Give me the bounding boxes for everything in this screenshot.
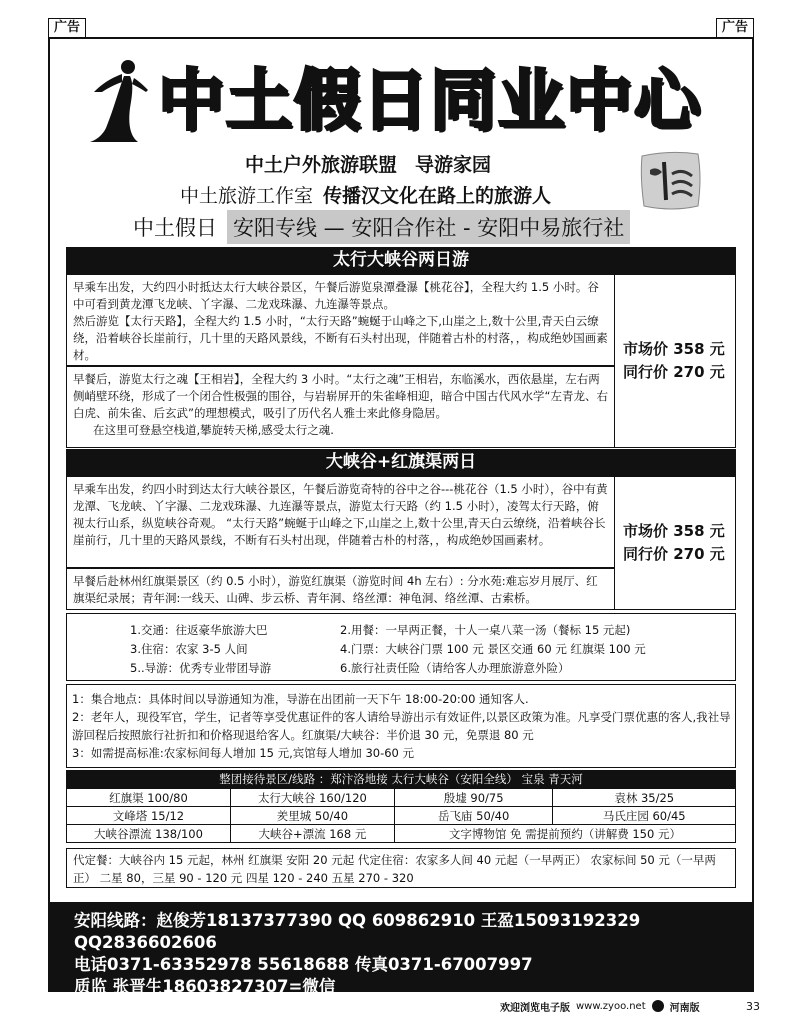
fee-table (66, 788, 736, 843)
fee-cell: 太行大峡谷 160/120 (230, 789, 394, 807)
subtitle-3a: 中土假日 (133, 216, 217, 240)
dancer-logo-icon (88, 58, 150, 144)
contact-line-1: 安阳线路：赵俊芳18137377390 QQ 609862910 王盈15093192329 QQ2836602606 (74, 911, 641, 952)
subtitle-line-1 (245, 150, 491, 177)
fee-cell: 红旗渠 100/80 (67, 789, 231, 807)
page-number: 33 (746, 999, 760, 1013)
tour1-day2b-text: 在这里可登悬空栈道,攀旋转天梯,感受太行之魂. (93, 423, 334, 437)
subtitle-2a: 中土旅游工作室 (180, 185, 314, 207)
footer-left: 欢迎浏览电子版 (500, 1002, 570, 1014)
tour1-day1 (66, 274, 615, 366)
contact-line-3: 质监 张晋生18603827307=微信 (74, 977, 336, 996)
tour1-day1b-text: 然后游览【太行天路】，全程大约 1.5 小时，“太行天路”蜿蜒于山峰之下,山崖之上,数十公里,青天白云缭绕，沿着峡谷长崖前行，几十里的天路风景线，不断有石头村出现，伴随着古朴的村落，，构成绝妙国画素材。 (73, 314, 608, 362)
subtitle-1b: 导游家园 (415, 154, 492, 176)
tour2-day1: 早乘车出发，约四小时到达太行大峡谷景区，午餐后游览奇特的谷中之谷---桃花谷（1.5 小时），谷中有黄龙潭、飞龙峡、丫字瀑、二龙戏珠瀑、九连瀑等景点，游览太行天路（约 1.5 小时），凌驾太行天路，俯视太行山系，纵览峡谷奇观。 “太行天路”蜿蜒于山峰之下,山崖之上,数十公里,青天白云缭绕，沿着峡谷长崖前行，几十里的天路风景线，不断有石头村出现，伴随着古朴的村落，，构成绝妙国画素材。 (66, 476, 615, 568)
fee-cell: 马氏庄园 60/45 (553, 807, 736, 825)
tour1-peer-price: 同行价 270 元 (623, 363, 725, 381)
fee-cell: 袁林 35/25 (553, 789, 736, 807)
notes-list (72, 690, 732, 762)
tour1-day2 (66, 366, 615, 448)
contact-block (50, 902, 752, 996)
fee-cell: 大峡谷+漂流 168 元 (230, 825, 394, 843)
tour1-title-bar: 太行大峡谷两日游 (66, 247, 736, 274)
contact-line-2: 电话0371-63352978 55618688 传真0371-67007997 (74, 955, 533, 974)
footer-site: www.zyoo.net (576, 1000, 646, 1012)
services-list (130, 621, 670, 677)
service-item: 5..导游：优秀专业带团导游 (130, 661, 272, 675)
subtitle-1a: 中土户外旅游联盟 (245, 154, 398, 176)
tour2-market-price: 市场价 358 元 (623, 522, 725, 540)
tour2-peer-price: 同行价 270 元 (623, 545, 725, 563)
tour1-price-box (614, 274, 736, 448)
subtitle-line-2 (180, 181, 551, 208)
meal-lodging-note: 代定餐：大峡谷内 15 元起，林州 红旗渠 安阳 20 元起 代定住宿：农家多人间 40 元起（一早两正） 农家标间 50 元（一早两正） 二星 80，三星 90 - 120 元 四星 120 - 240 五星 270 - 320 (66, 848, 736, 888)
fee-cell: 岳飞庙 50/40 (394, 807, 553, 825)
ad-label-left: 广告 (48, 18, 86, 38)
note-item: 2：老年人，现役军官，学生，记者等享受优惠证件的客人请给导游出示有效证件,以景区政策为准。凡享受门票优惠的客人,我社导游回程后按照旅行社折扣和价格现退给客人。红旗渠/大峡谷：半价退 30 元，免票退 80 元 (72, 710, 731, 742)
table-row (67, 825, 736, 843)
service-item: 4.门票：大峡谷门票 100 元 景区交通 60 元 红旗渠 100 元 (340, 642, 646, 656)
fee-cell: 羑里城 50/40 (230, 807, 394, 825)
tour1-market-price: 市场价 358 元 (623, 340, 725, 358)
table-row (67, 789, 736, 807)
service-item: 6.旅行社责任险（请给客人办理旅游意外险） (340, 661, 570, 675)
tour2-price-box (614, 476, 736, 610)
route-bar: 整团接待景区/线路 ：郑汴洛地接 太行大峡谷（安阳全线） 宝泉 青天河 (66, 770, 736, 788)
edition-logo-icon (652, 1000, 664, 1012)
service-item: 2.用餐：一早两正餐，十人一桌八菜一汤（餐标 15 元起) (340, 623, 631, 637)
page-footer (500, 998, 760, 1014)
service-item: 1.交通：往返豪华旅游大巴 (130, 623, 268, 637)
subtitle-line-3 (133, 210, 630, 244)
seal-stamp-icon (636, 148, 706, 214)
subtitle-3b-highlight: 安阳专线 — 安阳合作社 - 安阳中易旅行社 (227, 210, 630, 244)
footer-edition: 河南版 (669, 1002, 700, 1014)
tour2-title-bar: 大峡谷+红旗渠两日 (66, 449, 736, 476)
tour2-day2: 早餐后赴林州红旗渠景区（约 0.5 小时），游览红旗渠（游览时间 4h 左右）: 分水苑:难忘岁月展厅、红旗渠纪录展；青年洞:一线天、山碑、步云桥、青年洞、络丝潭：神龟洞、络丝潭、古索桥。 (66, 568, 615, 610)
fee-cell: 大峡谷漂流 138/100 (67, 825, 231, 843)
tour1-day2-text: 早餐后，游览太行之魂【王相岩】，全程大约 3 小时。“太行之魂”王相岩，东临溪水，西依悬崖，左右两侧峭壁环绕，形成了一个闭合性极强的围谷，与岩崭屏开的朱雀峰相迎，暗合中国古代风水学“左青龙、右白虎、前朱雀、后玄武”的理想模式，吸引了历代名人雅士来此修身隐居。 (73, 372, 608, 420)
service-item: 3.住宿：农家 3-5 人间 (130, 642, 248, 656)
note-item: 3：如需提高标准:农家标间每人增加 15 元,宾馆每人增加 30-60 元 (72, 746, 415, 760)
table-row (67, 807, 736, 825)
subtitle-2b: 传播汉文化在路上的旅游人 (323, 185, 552, 207)
fee-cell: 殷墟 90/75 (394, 789, 553, 807)
ad-label-right: 广告 (716, 18, 754, 38)
tour1-day1-text: 早乘车出发，大约四小时抵达太行大峡谷景区，午餐后游览泉潭叠瀑【桃花谷】，全程大约 1.5 小时。谷中可看到黄龙潭飞龙峡、丫字瀑、二龙戏珠瀑、九连瀑等景点。 (73, 280, 599, 311)
fee-cell: 文字博物馆 免 需提前预约（讲解费 150 元） (394, 825, 735, 843)
note-item: 1：集合地点：具体时间以导游通知为准，导游在出团前一天下午 18:00-20:00 通知客人. (72, 692, 529, 706)
page-title: 中土假日同业中心 (158, 62, 702, 139)
fee-cell: 文峰塔 15/12 (67, 807, 231, 825)
